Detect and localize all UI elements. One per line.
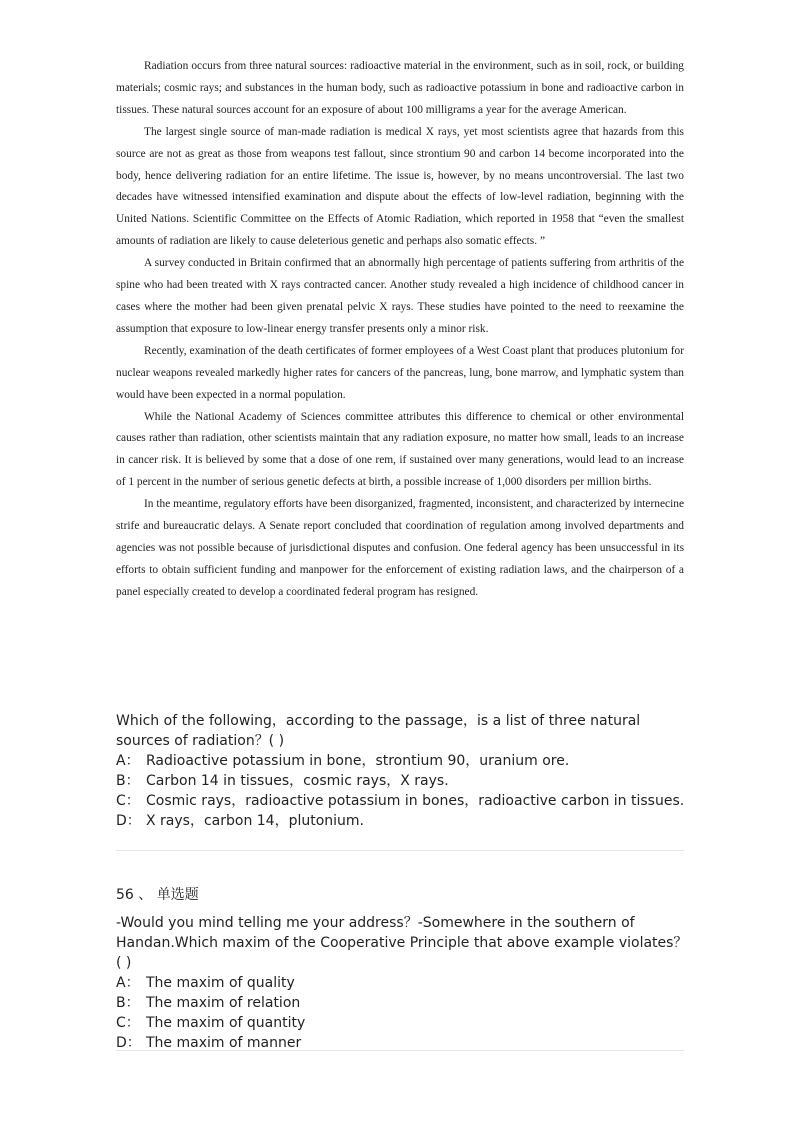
option-text: Radioactive potassium in bone，strontium 90，uranium ore. bbox=[146, 753, 570, 769]
question-text: Which of the following，according to the passage，is a list of three natural sources of radiation？( ) bbox=[116, 713, 641, 749]
passage-paragraph-5: While the National Academy of Sciences committee attributes this difference to chemical or other environmental causes rather than radiation, other scientists maintain that any radiation exposure, no matter how small, leads to an increase in cancer risk. It is believed by some that a dose of one rem, if sustained over many generations, would lead to an increase of 1 percent in the number of serious genetic defects at birth, a possible increase of 1,000 disorders per million births. bbox=[116, 410, 684, 489]
question-55 bbox=[116, 711, 688, 831]
question-divider bbox=[116, 850, 684, 851]
option-key: A： bbox=[116, 975, 140, 991]
option-key: C： bbox=[116, 1015, 140, 1031]
reading-passage bbox=[116, 56, 684, 604]
passage-paragraph-2: The largest single source of man-made radiation is medical X rays, yet most scientists agree that hazards from this source are not as great as those from weapons test fallout, since strontium 90 and carbon 14 become incorporated into the body, hence delivering radiation for an entire lifetime. The issue is, however, by no means uncontroversial. The last two decades have witnessed intensified examination and dispute about the effects of low-level radiation, beginning with the United Nations. Scientific Committee on the Effects of Atomic Radiation, which reported in 1958 that “even the smallest amounts of radiation are likely to cause deleterious genetic and perhaps also somatic effects. ” bbox=[116, 125, 684, 248]
option-text: Carbon 14 in tissues，cosmic rays，X rays. bbox=[146, 773, 449, 789]
option-key: B： bbox=[116, 773, 140, 789]
option-key: D： bbox=[116, 813, 141, 829]
question-type: 单选题 bbox=[156, 887, 199, 903]
passage-paragraph-1: Radiation occurs from three natural sources: radioactive material in the environment, such as in soil, rock, or building materials; cosmic rays; and substances in the human body, such as radioactive potassium in bone and radioactive carbon in tissues. These natural sources account for an exposure of about 100 milligrams a year for the average American. bbox=[116, 60, 684, 116]
option-d[interactable] bbox=[116, 811, 688, 831]
option-text: Cosmic rays，radioactive potassium in bones，radioactive carbon in tissues. bbox=[146, 793, 685, 809]
option-b[interactable] bbox=[116, 993, 688, 1013]
option-c[interactable] bbox=[116, 1013, 688, 1033]
option-c[interactable] bbox=[116, 791, 688, 811]
question-divider bbox=[116, 1050, 684, 1051]
option-text: The maxim of quantity bbox=[146, 1015, 306, 1031]
option-text: The maxim of quality bbox=[146, 975, 295, 991]
option-key: C： bbox=[116, 793, 140, 809]
passage-paragraph-4: Recently, examination of the death certificates of former employees of a West Coast plant that produces plutonium for nuclear weapons revealed markedly higher rates for cancers of the pancreas, lung, bone marrow, and lymphatic system than would have been expected in a normal population. bbox=[116, 344, 684, 401]
question-header bbox=[116, 885, 688, 905]
passage-paragraph-6: In the meantime, regulatory efforts have been disorganized, fragmented, inconsistent, and characterized by internecine strife and bureaucratic delays. A Senate report concluded that coordination of regulation among involved departments and agencies was not possible because of jurisdictional disputes and confusion. One federal agency has been unsuccessful in its efforts to obtain sufficient funding and manpower for the enforcement of existing radiation laws, and the chairperson of a panel especially created to develop a coordinated federal program has resigned. bbox=[116, 498, 684, 598]
option-text: X rays，carbon 14，plutonium. bbox=[146, 813, 365, 829]
passage-paragraph-3: A survey conducted in Britain confirmed that an abnormally high percentage of patients suffering from arthritis of the spine who had been treated with X rays contracted cancer. Another study revealed a high incidence of childhood cancer in cases where the mother had been given prenatal pelvic X rays. These studies have pointed to the need to reexamine the assumption that exposure to low-linear energy transfer presents only a minor risk. bbox=[116, 257, 684, 335]
question-number: 56 bbox=[116, 887, 134, 903]
option-b[interactable] bbox=[116, 771, 688, 791]
option-key: D： bbox=[116, 1035, 141, 1051]
question-56 bbox=[116, 885, 688, 1053]
option-key: A： bbox=[116, 753, 140, 769]
option-a[interactable] bbox=[116, 973, 688, 993]
option-key: B： bbox=[116, 995, 140, 1011]
question-separator: 、 bbox=[138, 887, 153, 903]
question-text: -Would you mind telling me your address？-Somewhere in the southern of Handan.Which maxim of the Cooperative Principle that above example violates？( ) bbox=[116, 915, 688, 971]
option-text: The maxim of manner bbox=[146, 1035, 302, 1051]
option-a[interactable] bbox=[116, 751, 688, 771]
option-text: The maxim of relation bbox=[146, 995, 301, 1011]
